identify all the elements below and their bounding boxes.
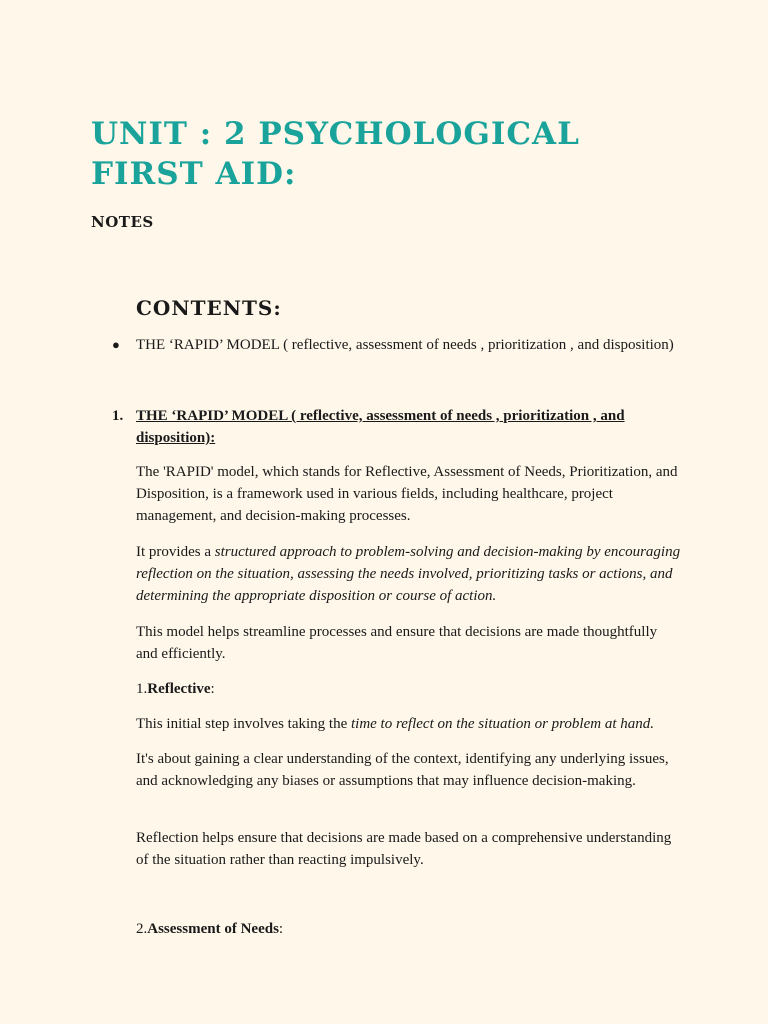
paragraph-structured-approach xyxy=(136,541,681,607)
paragraph-lead-text: This initial step involves taking the xyxy=(136,716,351,732)
paragraph-reflection: Reflection helps ensure that decisions are made based on a comprehensive understanding of the situation rather than reacting impulsively. xyxy=(136,830,672,868)
paragraph-emphasis-text: structured approach to problem-solving and decision-making by encouraging reflection on the situation, assessing the needs involved, prioritizing tasks or actions, and determining the appropriate disposition or course of action. xyxy=(136,544,681,604)
paragraph-emphasis-text: time to reflect on the situation or problem at hand. xyxy=(350,716,655,732)
subheading-colon: : xyxy=(278,921,284,937)
bullet-icon: ● xyxy=(112,337,120,352)
subheading-number: 2. xyxy=(136,921,148,937)
subheading-number: 1. xyxy=(136,681,148,697)
document-title: UNIT : 2 PSYCHOLOGICAL FIRST AID: xyxy=(91,116,580,192)
notes-label: NOTES xyxy=(91,213,154,231)
paragraph-definition: The 'RAPID' model, which stands for Reflective, Assessment of Needs, Prioritization, and Disposition, is a framework used in various fields, including healthcare, project management, and decision-making processes. xyxy=(136,464,678,524)
contents-item-text: THE ‘RAPID’ MODEL ( reflective, assessment of needs , prioritization , and disposition) xyxy=(136,337,674,353)
section-number: 1. xyxy=(112,408,124,424)
contents-heading: CONTENTS: xyxy=(136,296,282,320)
paragraph-lead-text: It provides a xyxy=(136,544,215,560)
subheading-assessment-of-needs xyxy=(136,918,681,940)
paragraph-understanding: It's about gaining a clear understanding of the context, identifying any underlying issues, and acknowledging any biases or assumptions that may influence decision-making. xyxy=(136,751,669,789)
section-heading: THE ‘RAPID’ MODEL ( reflective, assessment of needs , prioritization , and disposition): xyxy=(136,408,625,446)
paragraph-initial-step xyxy=(136,713,681,735)
subheading-colon: : xyxy=(210,681,215,697)
subheading-reflective xyxy=(136,678,681,700)
subheading-label: Assessment of Needs xyxy=(147,921,279,937)
paragraph-streamline: This model helps streamline processes and ensure that decisions are made thoughtfully and efficiently. xyxy=(136,624,658,662)
subheading-label: Reflective xyxy=(147,681,211,697)
